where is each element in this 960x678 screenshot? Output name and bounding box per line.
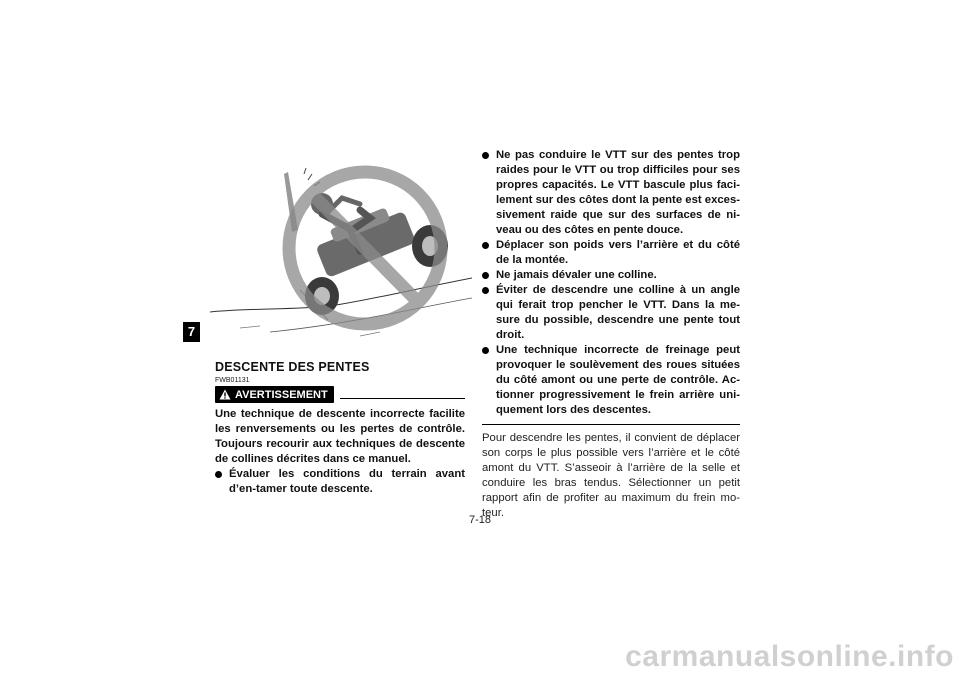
- section-title: DESCENTE DES PENTES: [215, 360, 370, 374]
- watermark: carmanualsonline.info: [625, 640, 954, 673]
- right-bullet-list: [482, 148, 740, 418]
- reference-code: FWB01131: [215, 377, 250, 384]
- warning-badge: [215, 386, 334, 403]
- bullet-icon: [482, 347, 489, 354]
- bullet-icon: [215, 471, 222, 478]
- warning-header: [215, 386, 465, 403]
- bullet-icon: [482, 272, 489, 279]
- atv-descent-illustration: [210, 160, 472, 340]
- bullet-icon: [482, 152, 489, 159]
- warning-text: Une technique de descente incorrecte facilite les renversements ou les pertes de contrôle. Toujours recourir aux techniques de descente de collines décrites dans ce manuel.: [215, 408, 465, 465]
- warning-label: AVERTISSEMENT: [235, 388, 328, 401]
- list-item: Évaluer les conditions du terrain avant d’en-tamer toute descente.: [215, 467, 465, 497]
- left-column: [215, 360, 465, 497]
- bullet-icon: [482, 287, 489, 294]
- list-item: Une technique incorrecte de freinage peut provoquer le soulèvement des roues situées du côté amont ou une perte de contrôle. Ac-tionner progressivement le frein arrière uni-quement lors des descentes.: [482, 343, 740, 418]
- page-number: 7-18: [468, 514, 492, 526]
- list-item: Ne pas conduire le VTT sur des pentes trop raides pour le VTT ou trop difficiles pour ses propres capacités. Le VTT bascule plus faci-lement sur des côtes dont la pente est exces-sivement raide que sur des surfaces de ni-veau ou des côtes en pente douce.: [482, 148, 740, 238]
- list-item: Ne jamais dévaler une colline.: [482, 268, 740, 283]
- chapter-tab: 7: [183, 322, 200, 342]
- list-item: Éviter de descendre une colline à un angle qui ferait trop pencher le VTT. Dans la me-sure du possible, descendre une pente tout droit.: [482, 283, 740, 343]
- body-paragraph: Pour descendre les pentes, il convient de déplacer son corps le plus possible vers l’arrière et le côté amont du VTT. S’asseoir à l’arrière de la selle et conduire les bras tendus. Sélectionner un petit rapport afin de profiter au maximum du frein mo-teur.: [482, 432, 740, 519]
- left-bullet-list: [215, 467, 465, 497]
- warning-divider: [340, 398, 465, 399]
- bullet-icon: [482, 242, 489, 249]
- right-column: [482, 148, 740, 521]
- warning-end-divider: [482, 424, 740, 425]
- list-item: Déplacer son poids vers l’arrière et du côté de la montée.: [482, 238, 740, 268]
- warning-triangle-icon: [219, 389, 231, 400]
